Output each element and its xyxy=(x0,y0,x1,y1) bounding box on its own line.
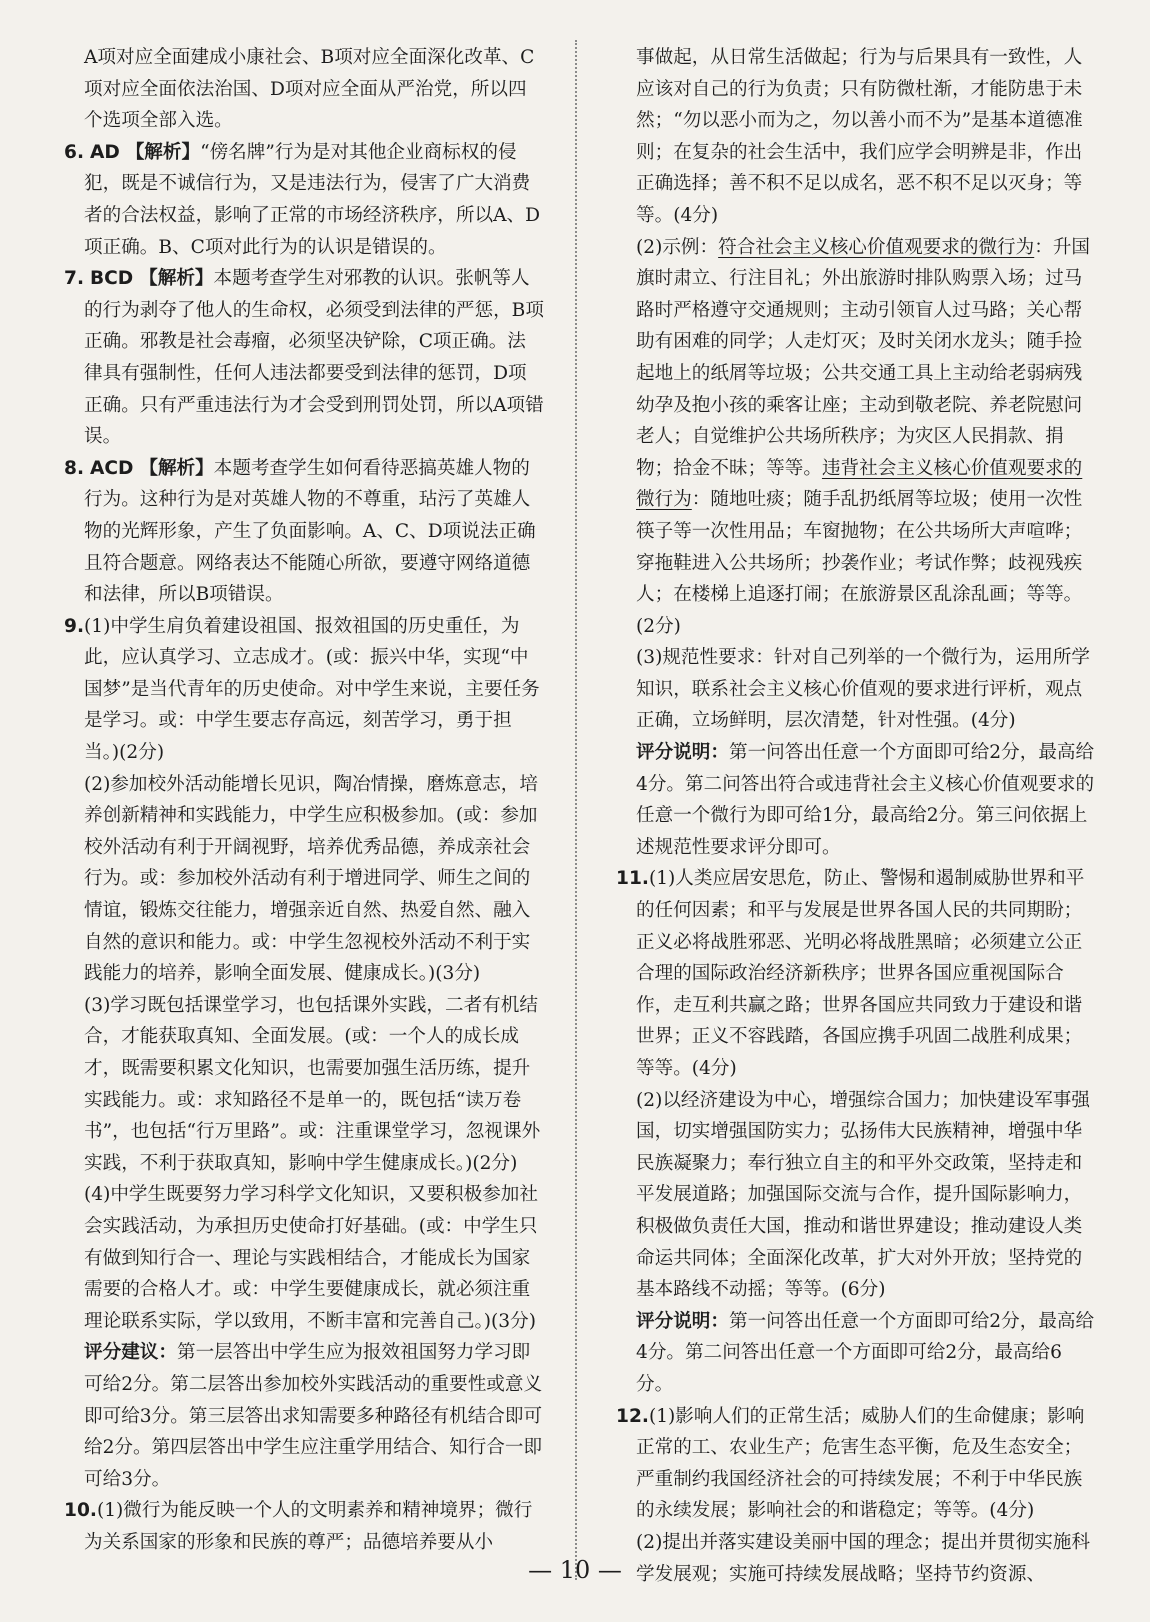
scoring-note-11: 评分说明：第一问答出任意一个方面即可给2分，最高给4分。第二问答出任意一个方面即可给2分，最高给6分。 xyxy=(636,1310,1095,1395)
page-number: — 10 — xyxy=(528,1556,622,1584)
q5-continuation: A项对应全面建成小康社会、B项对应全面深化改革、C项对应全面依法治国、D项对应全面从严治党，所以四个选项全部入选。 xyxy=(84,47,535,132)
answer-item-11-part2: (2)以经济建设为中心，增强综合国力；加快建设军事强国，切实增强国防实力；弘扬伟大民族精神，增强中华民族凝聚力；奉行独立自主的和平外交政策，坚持走和平发展道路；加强国际交流与合作，提升国际影响力，积极做负责任大国，推动和谐世界建设；推动建设人类命运共同体；全面深化改革，扩大对外开放；坚持党的基本路线不动摇；等等。(6分) xyxy=(636,1089,1090,1301)
answer-item-12-part1: 12.(1)影响人们的正常生活；威胁人们的生命健康；影响正常的工、农业生产；危害生态平衡，危及生态安全；严重制约我国经济社会的可持续发展；不利于中华民族的永续发展；影响社会的和谐稳定；等等。(4分) xyxy=(616,1405,1085,1522)
column-divider xyxy=(575,40,577,1580)
answer-item-9-part4: (4)中学生既要努力学习科学文化知识，又要积极参加社会实践活动，为承担历史使命打好基础。(或：中学生只有做到知行合一、理论与实践相结合，才能成长为国家需要的合格人才。或：中学生要健康成长，就必须注重理论联系实际，学以致用，不断丰富和完善自己。)(3分) xyxy=(84,1184,538,1332)
answer-item-9-part2: (2)参加校外活动能增长见识，陶冶情操，磨炼意志，培养创新精神和实践能力，中学生应积极参加。(或：参加校外活动有利于开阔视野，培养优秀品德，养成亲社会行为。或：参加校外活动有利于增进同学、师生之间的情谊，锻炼交往能力，增强亲近自然、热爱自然、融入自然的意识和能力。或：中学生忽视校外活动不利于实践能力的培养，影响全面发展、健康成长。)(3分) xyxy=(84,773,538,985)
answer-item-6: 6. AD 【解析】“傍名牌”行为是对其他企业商标权的侵犯，既是不诚信行为，又是违法行为，侵害了广大消费者的合法权益，影响了正常的市场经济秩序，所以A、D项正确。B、C项对此行为的认识是错误的。 xyxy=(64,141,540,258)
scoring-note-9: 评分建议：第一层答出中学生应为报效祖国努力学习即可给2分。第二层答出参加校外实践活动的重要性或意义即可给3分。第三层答出求知需要多种路径有机结合即可给2分。第四层答出中学生应注重学用结合、知行合一即可给3分。 xyxy=(84,1342,543,1490)
answer-item-9-part1: 9.(1)中学生肩负着建设祖国、报效祖国的历史重任，为此，应认真学习、立志成才。(或：振兴中华，实现“中国梦”是当代青年的历史使命。对中学生来说，主要任务是学习。或：中学生要志存高远，刻苦学习，勇于担当。)(2分) xyxy=(64,615,540,764)
answer-item-8: 8. ACD 【解析】本题考查学生如何看待恶搞英雄人物的行为。这种行为是对英雄人物的不尊重，玷污了英雄人物的光辉形象，产生了负面影响。A、C、D项说法正确且符合题意。网络表达不能随心所欲，要遵守网络道德和法律，所以B项错误。 xyxy=(64,457,536,606)
scoring-note-10: 评分说明：第一问答出任意一个方面即可给2分，最高给4分。第二问答出符合或违背社会主义核心价值观要求的任意一个微行为即可给1分，最高给2分。第三问依据上述规范性要求评分即可。 xyxy=(636,742,1095,858)
answer-item-10-part3: (3)规范性要求：针对自己列举的一个微行为，运用所学知识，联系社会主义核心价值观的要求进行评析，观点正确，立场鲜明，层次清楚，针对性强。(4分) xyxy=(636,647,1090,732)
answer-item-11-part1: 11.(1)人类应居安思危，防止、警惕和遏制威胁世界和平的任何因素；和平与发展是世界各国人民的共同期盼；正义必将战胜邪恶、光明必将战胜黑暗；必须建立公正合理的国际政治经济新秩序；世界各国应重视国际合作，走互利共赢之路；世界各国应共同致力于建设和谐世界；正义不容践踏，各国应携手巩固二战胜利成果；等等。(4分) xyxy=(616,868,1085,1079)
answer-item-12-part2: (2)提出并落实建设美丽中国的理念；提出并贯彻实施科学发展观；实施可持续发展战略；坚持节约资源、 xyxy=(636,1531,1090,1585)
answer-item-10-part1: 10.(1)微行为能反映一个人的文明素养和精神境界；微行为关系国家的形象和民族的尊严；品德培养要从小 xyxy=(64,1500,533,1553)
answer-item-10-part2: (2)示例：符合社会主义核心价值观要求的微行为：升国旗时肃立、行注目礼；外出旅游时排队购票入场；过马路时严格遵守交通规则；主动引领盲人过马路；关心帮助有困难的同学；人走灯灭；及时关闭水龙头；随手捡起地上的纸屑等垃圾；公共交通工具上主动给老弱病残幼孕及抱小孩的乘客让座；主动到敬老院、养老院慰问老人；自觉维护公共场所秩序；为灾区人民捐款、捐物；拾金不昧；等等。违背社会主义核心价值观要求的微行为：随地吐痰；随手乱扔纸屑等垃圾；使用一次性筷子等一次性用品；车窗抛物；在公共场所大声喧哗；穿拖鞋进入公共场所；抄袭作业；考试作弊；歧视残疾人；在楼梯上追逐打闹；在旅游景区乱涂乱画；等等。(2分) xyxy=(636,236,1091,637)
right-column xyxy=(616,42,1096,1590)
answer-item-7: 7. BCD 【解析】本题考查学生对邪教的认识。张帆等人的行为剥夺了他人的生命权，必须受到法律的严惩，B项正确。邪教是社会毒瘤，必须坚决铲除，C项正确。法律具有强制性，任何人违法都要受到法律的惩罚，D项正确。只有严重违法行为才会受到刑罚处罚，所以A项错误。 xyxy=(64,268,544,448)
answer-item-9-part3: (3)学习既包括课堂学习，也包括课外实践，二者有机结合，才能获取真知、全面发展。(或：一个人的成长成才，既需要积累文化知识，也需要加强生活历练，提升实践能力。或：求知路径不是单一的，既包括“读万卷书”，也包括“行万里路”。或：注重课堂学习，忽视课外实践，不利于获取真知，影响中学生健康成长。)(2分) xyxy=(84,994,541,1174)
answer-item-10-continuation: 事做起，从日常生活做起；行为与后果具有一致性，人应该对自己的行为负责；只有防微杜渐，才能防患于未然；“勿以恶小而为之，勿以善小而不为”是基本道德准则；在复杂的社会生活中，我们应学会明辨是非，作出正确选择；善不积不足以成名，恶不积不足以灭身；等等。(4分) xyxy=(636,47,1083,226)
left-column xyxy=(64,42,544,1559)
